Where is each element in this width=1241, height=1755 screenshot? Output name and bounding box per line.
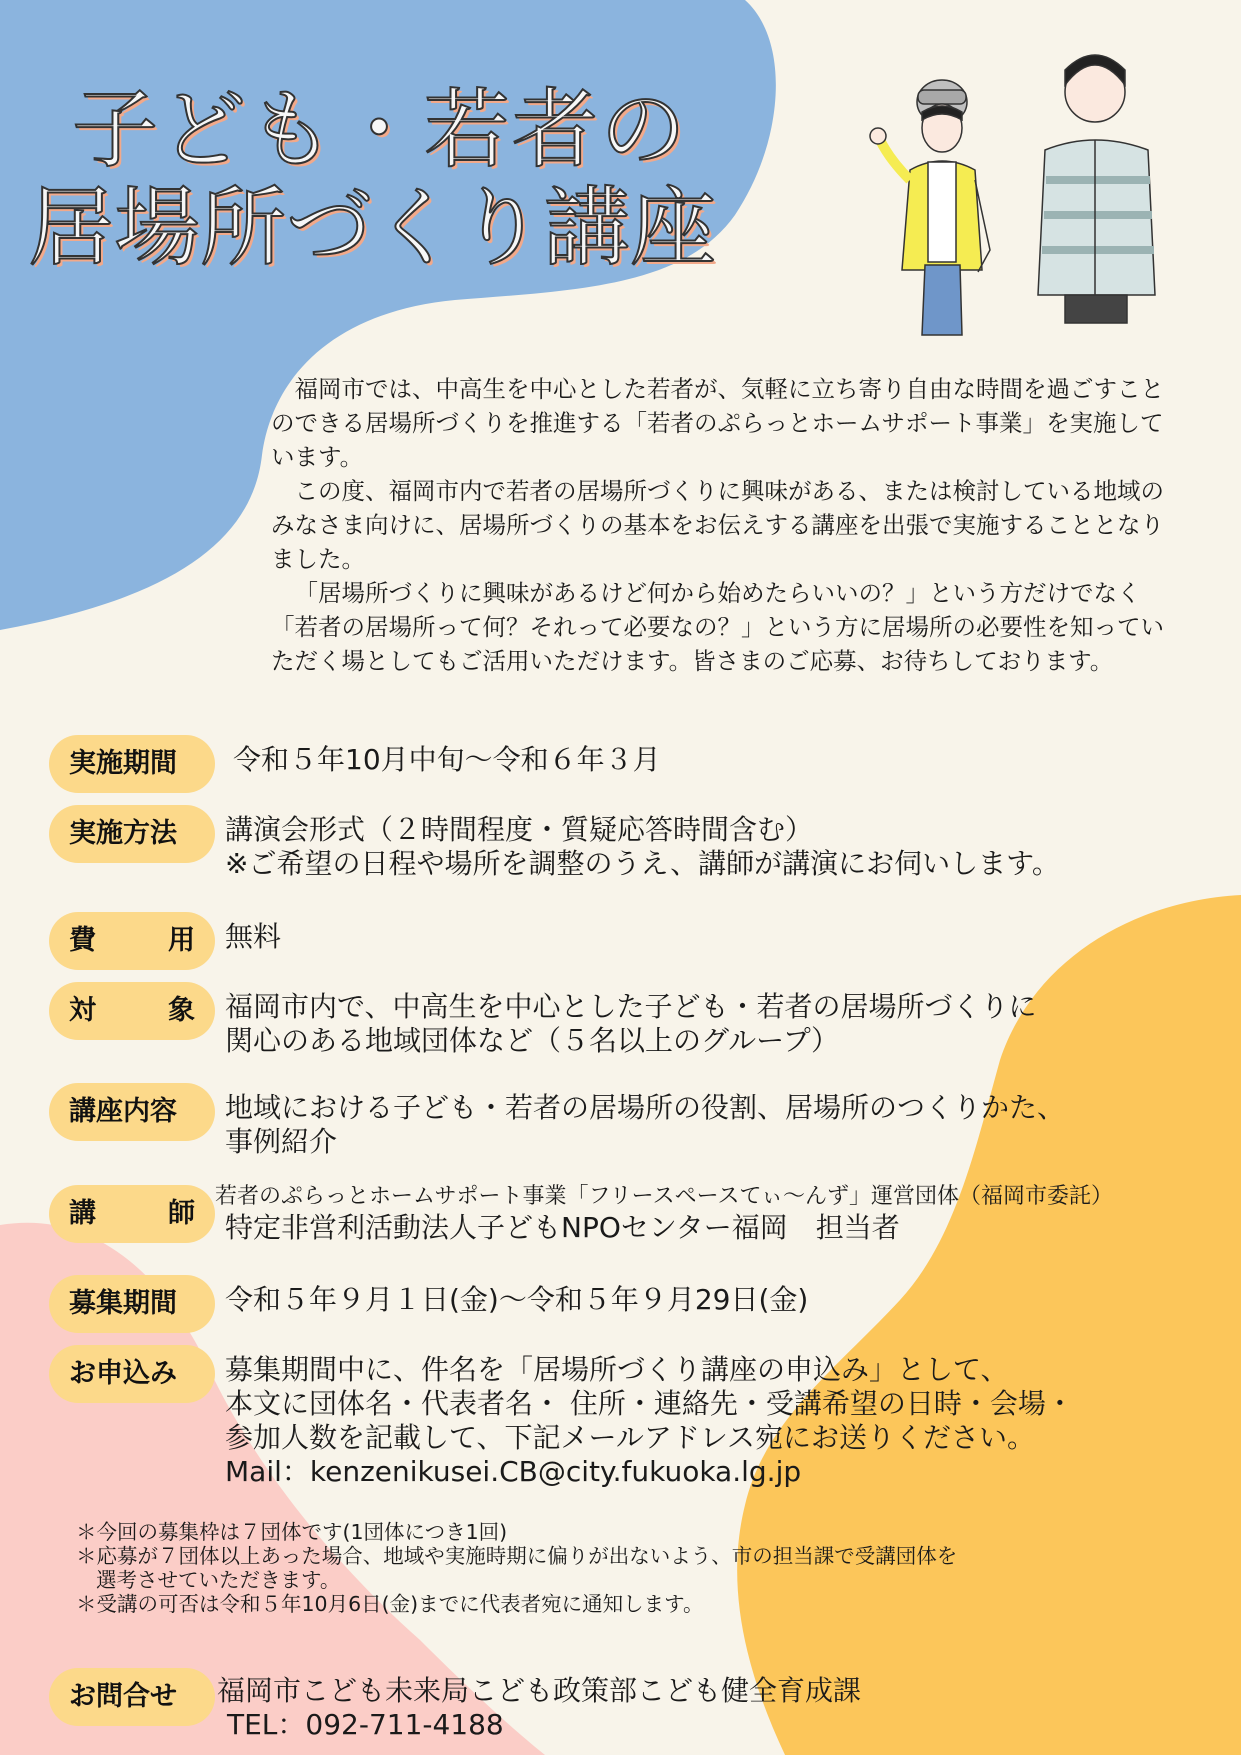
label-pill: 募集期間 bbox=[49, 1275, 215, 1333]
apply-value bbox=[225, 1353, 1225, 1489]
label-pill: 講座内容 bbox=[49, 1083, 215, 1141]
boy-figure bbox=[1038, 55, 1155, 323]
label-char: 用 bbox=[168, 925, 195, 956]
label-char: 象 bbox=[168, 995, 195, 1026]
title-line-1: 子ども・若者の bbox=[72, 80, 688, 180]
contact-tel[interactable]: TEL：092-711-4188 bbox=[227, 1708, 504, 1741]
lecturer-line: 特定非営利活動法人子どもNPOセンター福岡 担当者 bbox=[225, 1211, 900, 1244]
label-pill: お問合せ bbox=[49, 1668, 215, 1726]
target-line: 福岡市内で、中高生を中心とした子ども・若者の居場所づくりに bbox=[225, 990, 1037, 1023]
content-value bbox=[225, 1091, 1225, 1159]
target-value bbox=[225, 990, 1225, 1058]
label-char: 費 bbox=[69, 925, 96, 956]
note-line: 選考させていただきます。 bbox=[96, 1568, 341, 1592]
apply-line: 募集期間中に、件名を「居場所づくり講座の申込み」として、 bbox=[225, 1353, 1009, 1386]
target-line: 関心のある地域団体など（５名以上のグループ） bbox=[225, 1024, 840, 1057]
lecturer-line: 若者のぷらっとホームサポート事業「フリースペースてぃ〜んず」運営団体（福岡市委託） bbox=[215, 1184, 1114, 1209]
contact-value bbox=[217, 1674, 1217, 1742]
intro-paragraph: この度、福岡市内で若者の居場所づくりに興味がある、または検討している地域のみなさま向けに、居場所づくりの基本をお伝えする講座を出張で実施することとなりました。 bbox=[271, 477, 1164, 573]
label-char: 講 bbox=[69, 1198, 96, 1229]
title-line-2: 居場所づくり講座 bbox=[28, 178, 716, 278]
label-pill bbox=[49, 1185, 215, 1243]
intro-paragraph: 「居場所づくりに興味があるけど何から始めたらいいの？」という方だけでなく「若者の居場所って何？それって必要なの？」という方に居場所の必要性を知っていただく場としてもご活用いただけます。皆さまのご応募、お待ちしております。 bbox=[271, 579, 1164, 675]
note-line: ＊応募が７団体以上あった場合、地域や実施時期に偏りが出ないよう、市の担当課で受講団体を bbox=[76, 1544, 958, 1568]
label-pill: お申込み bbox=[49, 1345, 215, 1403]
note-line: ＊受講の可否は令和５年10月6日(金)までに代表者宛に通知します。 bbox=[76, 1592, 704, 1616]
content-line: 事例紹介 bbox=[225, 1125, 338, 1158]
label-pill bbox=[49, 912, 215, 970]
content-line: 地域における子ども・若者の居場所の役割、居場所のつくりかた、 bbox=[225, 1091, 1066, 1124]
note-line: ＊今回の募集枠は７団体です(1団体につき1回) bbox=[76, 1520, 508, 1544]
intro-paragraph: 福岡市では、中高生を中心とした若者が、気軽に立ち寄り自由な時間を過ごすことのできる居場所づくりを推進する「若者のぷらっとホームサポート事業」を実施しています。 bbox=[271, 375, 1164, 471]
lecturer-value bbox=[215, 1183, 1225, 1245]
apply-line: 本文に団体名・代表者名・ 住所・連絡先・受講希望の日時・会場・ bbox=[225, 1387, 1074, 1420]
label-pill bbox=[49, 982, 215, 1040]
apply-line: 参加人数を記載して、下記メールアドレス宛にお送りください。 bbox=[225, 1421, 1036, 1454]
apply-mail[interactable]: Mail：kenzenikusei.CB@city.fukuoka.lg.jp bbox=[225, 1455, 802, 1488]
label-pill: 実施方法 bbox=[49, 805, 215, 863]
method-line: 講演会形式（２時間程度・質疑応答時間含む） bbox=[225, 813, 814, 846]
label-pill: 実施期間 bbox=[49, 735, 215, 793]
method-line: ※ご希望の日程や場所を調整のうえ、講師が講演にお伺いします。 bbox=[225, 847, 1060, 880]
girl-figure bbox=[870, 80, 990, 335]
intro-text bbox=[271, 372, 1181, 678]
contact-dept: 福岡市こども未来局こども政策部こども健全育成課 bbox=[217, 1674, 862, 1707]
cost-value: 無料 bbox=[225, 920, 282, 953]
label-char: 対 bbox=[69, 995, 96, 1026]
young-people-illustration bbox=[850, 40, 1185, 340]
recruit-value: 令和５年９月１日(金)〜令和５年９月29日(金) bbox=[225, 1283, 809, 1316]
period-value: 令和５年10月中旬〜令和６年３月 bbox=[233, 743, 661, 776]
label-char: 師 bbox=[168, 1198, 195, 1229]
method-value bbox=[225, 813, 1225, 881]
notes bbox=[76, 1520, 957, 1616]
